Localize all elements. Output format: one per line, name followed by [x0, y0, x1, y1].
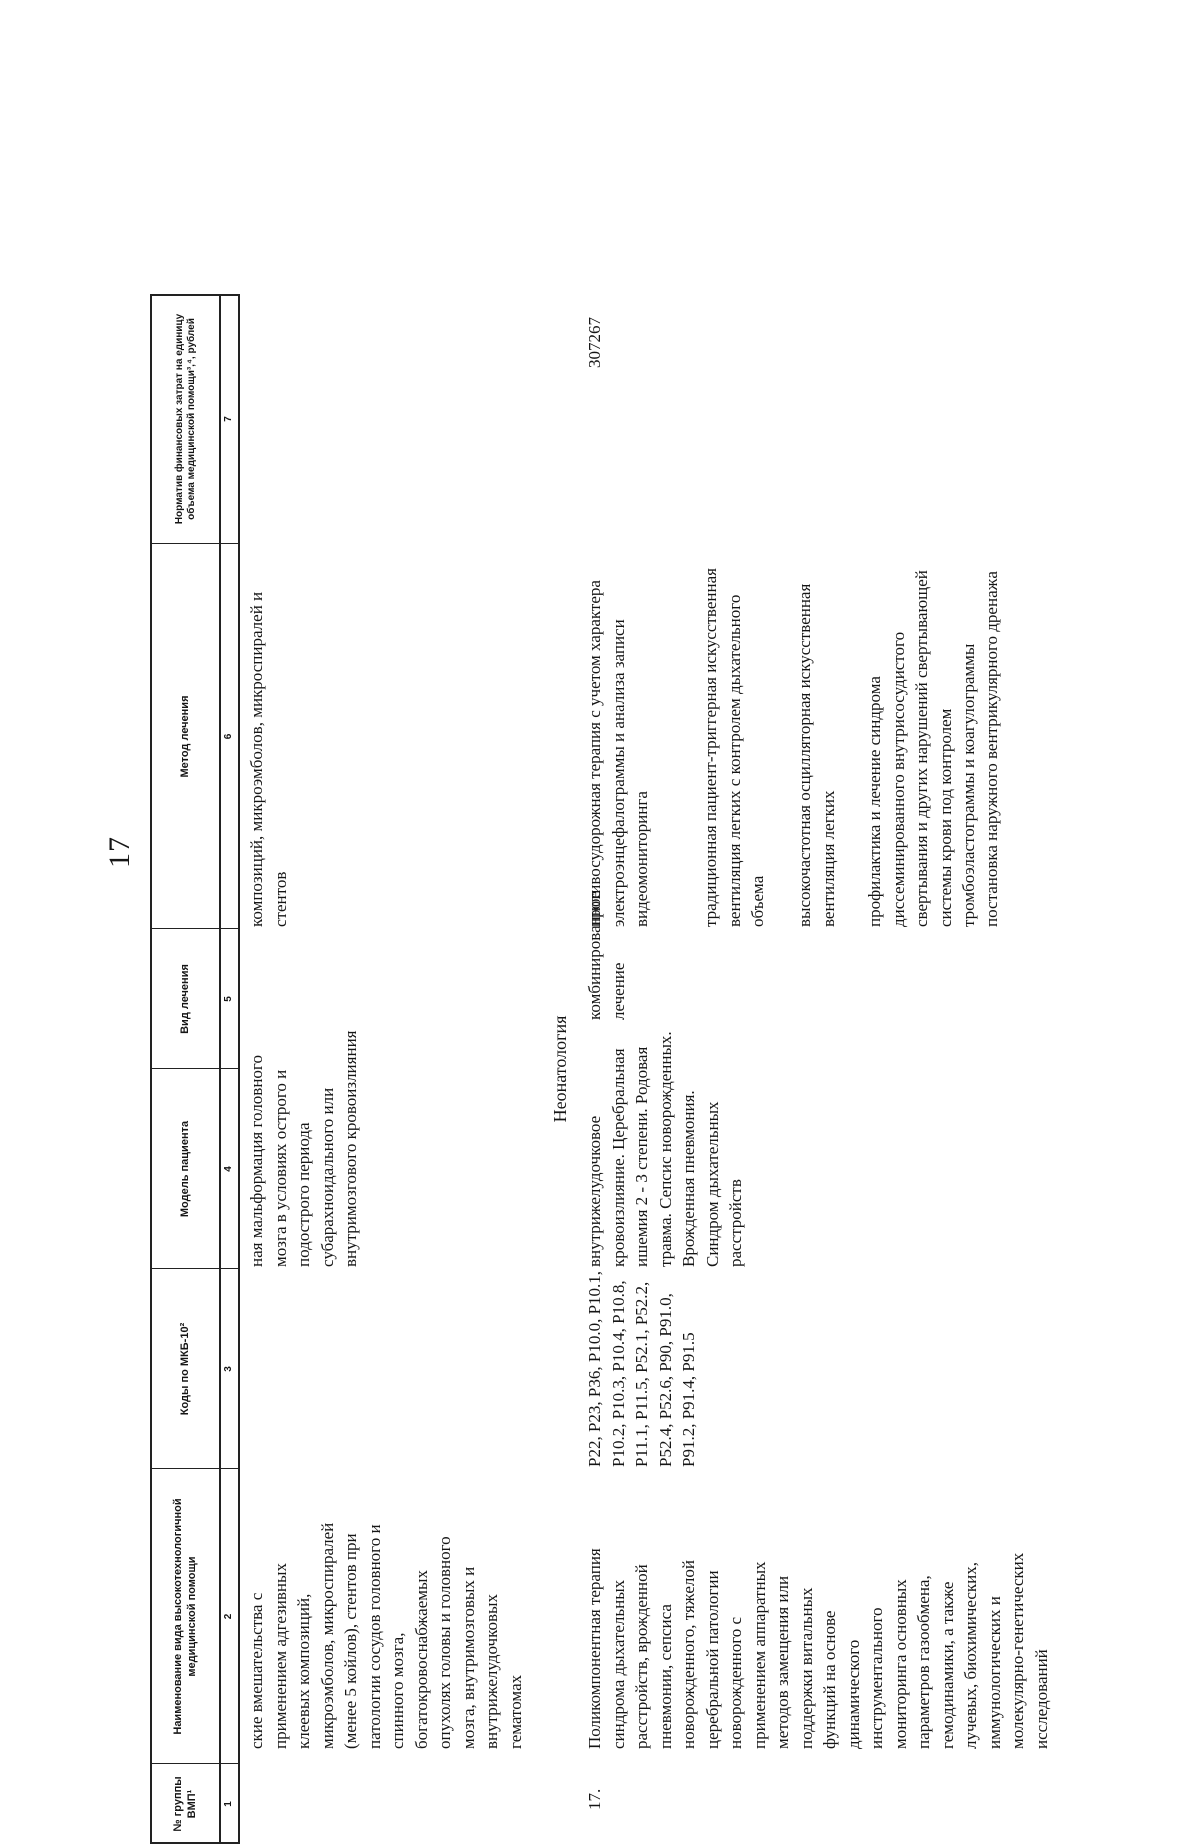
header-mid-rule: [219, 294, 221, 1844]
page-number: 17: [103, 802, 137, 902]
row-17-method: традиционная пациент-триггерная искусственная вентиляция легких с контролем дыхательного объема: [699, 552, 770, 927]
row-17-codes: P22, P23, P36, P10.0, P10.1, P10.2, P10.3, P10.4, P10.8, P11.1, P11.5, P52.1, P52.2, P52.4, P52.6, P90, P91.0, P91.2, P91.4, P91.5: [583, 1267, 701, 1467]
continued-patient-model: ная мальформация головного мозга в условиях острого и подострого периода субарахноидального или внутримозгового кровоизлияния: [245, 1022, 363, 1267]
continued-name: ские вмешательства с применением адгезивных клеевых композиций, микроэмболов, микроспиралей (менее 5 койлов), стентов при патологии сосудов головного и спинного мозга, богатокровоснабжаемых опухолях головы и головного мозга, внутримозговых и внутрижелудочковых гематомах: [245, 1521, 527, 1749]
row-17-method: профилактика и лечение синдрома диссеминированного внутрисосудистого свертывания и других нарушений свертывающей системы крови под контролем тромбоэластограммы и коагулограммы: [863, 552, 981, 927]
col-number: 6: [223, 544, 241, 929]
row-17-method: постановка наружного вентрикулярного дренажа: [980, 552, 1004, 927]
row-17-group: 17.: [583, 1766, 607, 1810]
col-number: 2: [223, 1469, 241, 1764]
col-head-name: Наименование вида высокотехнологичной медицинской помощи: [156, 1484, 216, 1749]
row-17-patient-model: внутрижелудочковое кровоизлияние. Церебральная ишемия 2 - 3 степени. Родовая травма. Сепсис новорожденных. Врожденная пневмония. Синдром дыхательных расстройств: [583, 1029, 748, 1267]
row-17-method: высокочастотная осцилляторная искусственная вентиляция легких: [793, 552, 840, 927]
col-head-group: № группы ВМП¹: [156, 1768, 216, 1840]
row-17-treatment-type: комбинированное лечение: [583, 920, 630, 1020]
col-number: 7: [223, 294, 241, 544]
col-head-codes: Коды по МКБ-10²: [156, 1274, 216, 1464]
header-top-rule: [150, 294, 152, 1844]
col-head-method: Метод лечения: [156, 549, 216, 924]
col-number: 5: [223, 929, 241, 1069]
col-head-patient-model: Модель пациента: [156, 1074, 216, 1264]
col-head-treatment-type: Вид лечения: [156, 934, 216, 1064]
section-title: Неонатология: [550, 294, 571, 1844]
row-17-cost: 307267: [583, 298, 607, 368]
col-head-cost: Норматив финансовых затрат на единицу объема медицинской помощи³,⁴, рублей: [156, 299, 216, 539]
continued-method: композиций, микроэмболов, микроспиралей и стентов: [245, 552, 292, 927]
row-17-name: Поликомпонентная терапия синдрома дыхательных расстройств, врожденной пневмонии, сепсиса новорожденного, тяжелой церебральной патологии новорожденного с применением аппаратных методов замещения или поддержки витальных функций на основе динамического инструментального мониторинга основных параметров газообмена, гемодинамики, а также лучевых, биохимических, иммунологических и молекулярно-генетических исследований: [583, 1521, 1053, 1749]
col-number: 3: [223, 1269, 241, 1469]
col-number: 4: [223, 1069, 241, 1269]
table: [150, 294, 1030, 1844]
row-17-method: противосудорожная терапия с учетом характера электроэнцефалограммы и анализа записи видеомониторинга: [583, 552, 654, 927]
col-number: 1: [223, 1764, 241, 1844]
